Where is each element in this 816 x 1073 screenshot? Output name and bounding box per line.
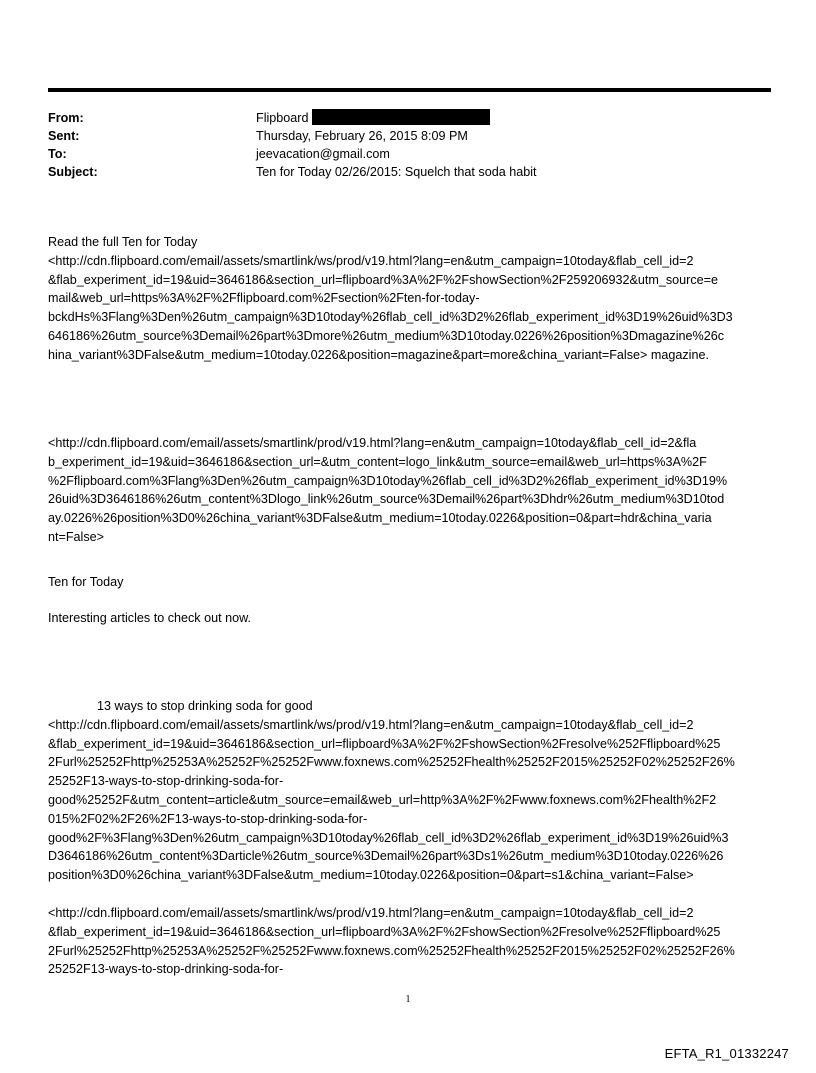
page-number: 1 [405, 994, 411, 1005]
article-image-link-block [48, 904, 778, 979]
link-line: good%2F%3Flang%3Den%26utm_campaign%3D10today%26flab_cell_id%3D2%26flab_experiment_id%3D19%26uid%3 [48, 830, 729, 845]
from-value [256, 109, 490, 127]
ten-for-today-heading: Ten for Today [48, 575, 124, 589]
from-sender: Flipboard [256, 111, 309, 125]
article-block [48, 697, 778, 885]
sent-value: Thursday, February 26, 2015 8:09 PM [256, 129, 468, 143]
link-line: &flab_experiment_id=19&uid=3646186&section_url=flipboard%3A%2F%2FshowSection%2F259206932&utm_source=e [48, 272, 719, 287]
read-full-block [48, 233, 778, 365]
bates-id: EFTA_R1_01332247 [664, 1046, 789, 1061]
header-divider [48, 88, 771, 92]
to-value: jeevacation@gmail.com [256, 147, 390, 161]
link-line: 25252F13-ways-to-stop-drinking-soda-for- [48, 962, 284, 977]
link-line: position%3D0%26china_variant%3DFalse&utm_medium=10today.0226&position=0&part=s1&china_variant=False> [48, 868, 694, 883]
to-label: To: [48, 147, 67, 161]
article-title: 13 ways to stop drinking soda for good [97, 699, 313, 713]
link-line: 015%2F02%2F26%2F13-ways-to-stop-drinking-soda-for- [48, 811, 368, 826]
link-line: 26uid%3D3646186%26utm_content%3Dlogo_link%26utm_source%3Demail%26part%3Dhdr%26utm_medium%3D10tod [48, 492, 725, 507]
link-line: &flab_experiment_id=19&uid=3646186&section_url=flipboard%3A%2F%2FshowSection%2Fresolve%252Fflipboard%25 [48, 736, 721, 751]
sent-label: Sent: [48, 129, 80, 143]
link-line: good%25252F&utm_content=article&utm_source=email&web_url=http%3A%2F%2Fwww.foxnews.com%2Fhealth%2F2 [48, 792, 717, 807]
intro-text: Interesting articles to check out now. [48, 611, 252, 625]
link-line: 25252F13-ways-to-stop-drinking-soda-for- [48, 774, 284, 789]
subject-label: Subject: [48, 165, 98, 179]
redaction-box [312, 109, 490, 125]
link-line: ay.0226%26position%3D0%26china_variant%3DFalse&utm_medium=10today.0226&position=0&part=hdr&china_varia [48, 511, 712, 526]
link-line: nt=False> [48, 529, 105, 544]
from-label: From: [48, 111, 84, 125]
link-line: bckdHs%3Flang%3Den%26utm_campaign%3D10today%26flab_cell_id%3D2%26flab_experiment_id%3D19%26uid%3D3 [48, 310, 733, 325]
link-line: <http://cdn.flipboard.com/email/assets/smartlink/ws/prod/v19.html?lang=en&utm_campaign=10today&flab_cell_id=2 [48, 717, 694, 732]
link-line: 646186%26utm_source%3Demail%26part%3Dmore%26utm_medium%3D10today.0226%26position%3Dmagazine%26c [48, 328, 725, 343]
link-line: b_experiment_id=19&uid=3646186&section_url=&utm_content=logo_link&utm_source=email&web_url=https%3A%2F [48, 454, 707, 469]
logo-link-block [48, 434, 778, 547]
link-line: &flab_experiment_id=19&uid=3646186&section_url=flipboard%3A%2F%2FshowSection%2Fresolve%252Fflipboard%25 [48, 924, 721, 939]
text-line: Read the full Ten for Today [48, 235, 198, 249]
link-line: mail&web_url=https%3A%2F%2Fflipboard.com%2Fsection%2Ften-for-today- [48, 291, 480, 306]
link-line: 2Furl%25252Fhttp%25253A%25252F%25252Fwww.foxnews.com%25252Fhealth%25252F2015%25252F02%25252F26% [48, 755, 735, 770]
link-line: <http://cdn.flipboard.com/email/assets/smartlink/prod/v19.html?lang=en&utm_campaign=10today&flab_cell_id=2&fla [48, 436, 697, 450]
link-line: %2Fflipboard.com%3Flang%3Den%26utm_campaign%3D10today%26flab_cell_id%3D2%26flab_experiment_id%3D19% [48, 473, 728, 488]
subject-value: Ten for Today 02/26/2015: Squelch that soda habit [256, 165, 537, 179]
link-line: hina_variant%3DFalse&utm_medium=10today.0226&position=magazine&part=more&china_variant=False> magazine. [48, 347, 709, 362]
link-line: <http://cdn.flipboard.com/email/assets/smartlink/ws/prod/v19.html?lang=en&utm_campaign=10today&flab_cell_id=2 [48, 253, 694, 268]
link-line: <http://cdn.flipboard.com/email/assets/smartlink/ws/prod/v19.html?lang=en&utm_campaign=10today&flab_cell_id=2 [48, 906, 694, 920]
link-line: D3646186%26utm_content%3Darticle%26utm_source%3Demail%26part%3Ds1%26utm_medium%3D10today.0226%26 [48, 849, 724, 864]
link-line: 2Furl%25252Fhttp%25253A%25252F%25252Fwww.foxnews.com%25252Fhealth%25252F2015%25252F02%25252F26% [48, 943, 735, 958]
